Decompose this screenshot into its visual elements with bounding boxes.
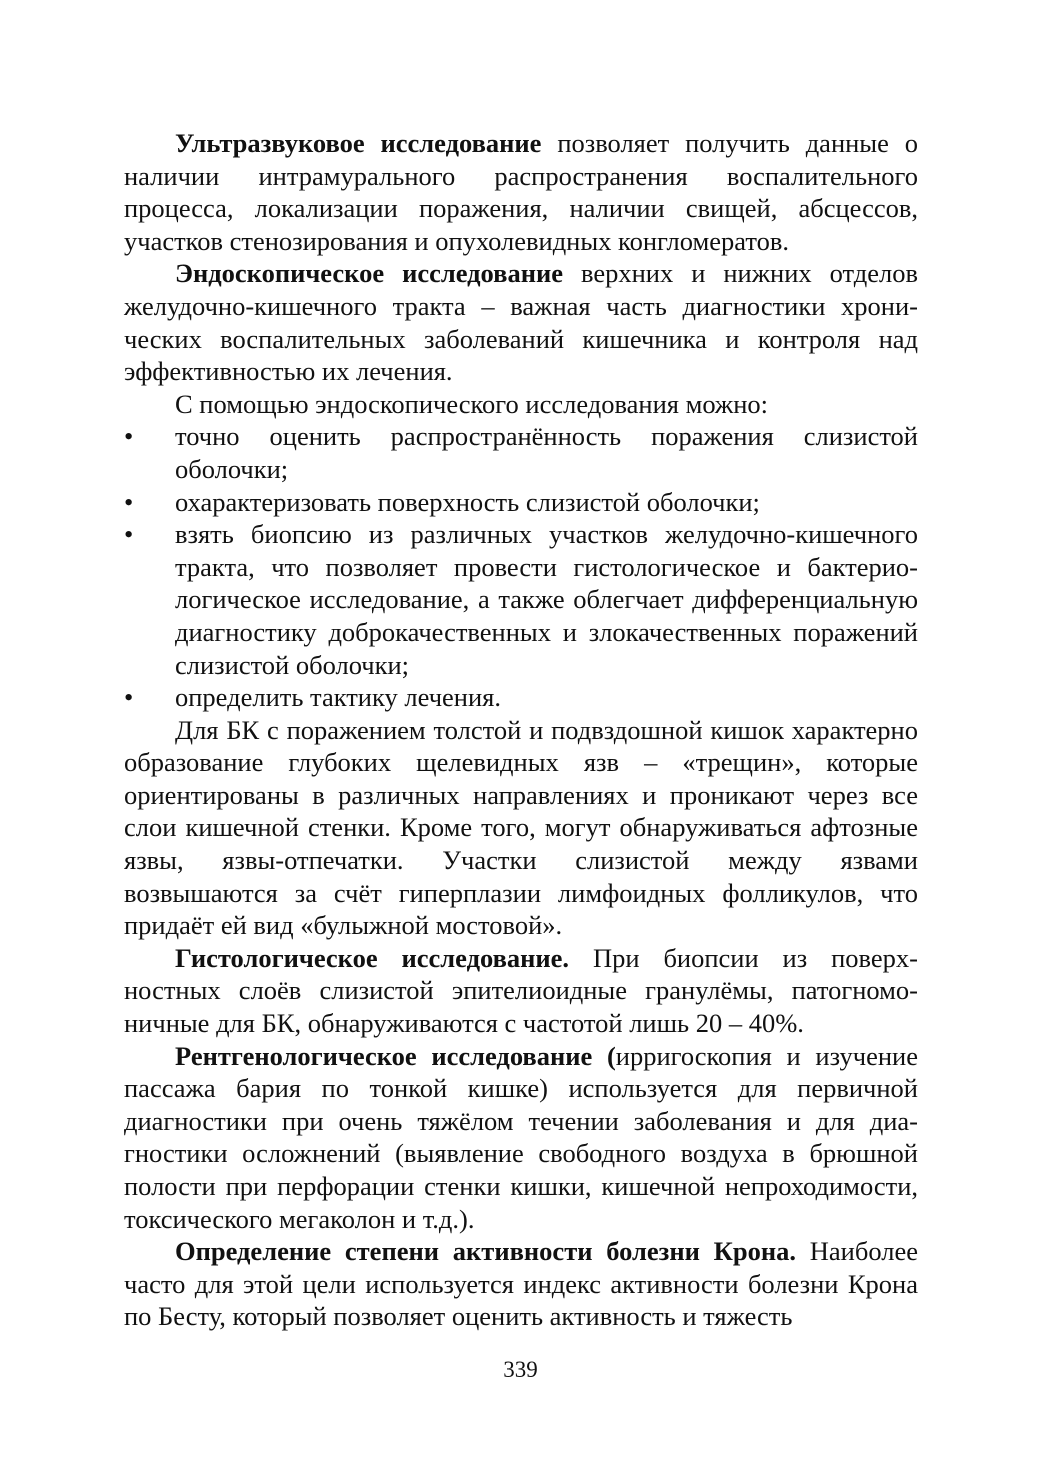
paragraph-radiology — [124, 1040, 918, 1236]
list-item-text: взять биопсию из различных участков желудочно-кишечного тракта, что позволяет провести гистологическое и бактериологическое исследование, а также облегчает дифференциальную диагностику доброкачественных и злокачественных поражений слизистой оболочки; — [175, 519, 918, 680]
paragraph-ultrasound — [124, 127, 918, 257]
paragraph-crohn-ulcers: Для БК с поражением толстой и подвздошной кишок характерно образование глубоких щелевидных язв – «трещин», которые ориентированы в различных направлениях и проникают через все слои кишечной стенки. Кроме того, могут обнаруживаться афтозные язвы, язвы-отпечатки. Участки слизистой между язвами возвышаются за счёт гиперплазии лимфоидных фолликулов, что придаёт ей вид «булыжной мостовой». — [124, 714, 918, 941]
term-ultrasound: Ультразвуковое исследование — [175, 128, 542, 158]
list-item — [124, 420, 918, 485]
page-number: 339 — [503, 1357, 538, 1382]
list-item — [124, 681, 918, 714]
paragraph-endoscopy — [124, 257, 918, 387]
paragraph-text: Наиболее часто для этой цели используется индекс активности болезни Крона по Бесту, который позволяет оценить активность и тяжесть — [124, 1236, 918, 1332]
bullet-icon: • — [124, 682, 134, 713]
paragraph-text: позволяет получить данные о наличии интрамурального распространения воспалительного процесса, локализации поражения, наличии свищей, абсцессов, участков стенозирования и опухолевидных конгломератов. — [124, 128, 919, 256]
bullet-icon: • — [124, 519, 134, 550]
term-activity-index: Определение степени активности болезни Крона. — [175, 1236, 796, 1267]
paragraph-endoscopy-intro: С помощью эндоскопического исследования можно: — [175, 388, 769, 419]
list-item-text: точно оценить распространённость поражения слизистой оболочки; — [175, 421, 918, 484]
term-endoscopy: Эндоскопическое исследование — [175, 258, 563, 289]
paragraph-text: ирригоскопия и изучение пассажа бария по тонкой кишке) используется для первичной диагностики при очень тяжёлом течении заболевания и для диагностики осложнений (выявление свободного воздуха в брюшной полости при перфорации стенки кишки, кишечной непроходимости, токсического мегаколон и т.д.). — [124, 1040, 918, 1234]
term-radiology: Рентгенологическое исследование ( — [175, 1040, 616, 1071]
paragraph-text: верхних и нижних отделов желудочно-кишечного тракта – важная часть диагностики хронических воспалительных заболеваний кишечника и контроля над эффективностью их лечения. — [124, 258, 918, 387]
page-body — [124, 127, 918, 1333]
list-item-text: охарактеризовать поверхность слизистой оболочки; — [175, 486, 760, 517]
paragraph-activity-index — [124, 1235, 918, 1333]
bullet-icon: • — [124, 486, 134, 517]
list-item — [124, 486, 918, 519]
term-histology: Гистологическое исследование. — [175, 942, 570, 973]
paragraph-text: При биопсии из поверхностных слоёв слизистой эпителиоидные гранулёмы, патогномоничные для БК, обнаруживаются с частотой лишь 20 – 40%. — [124, 942, 918, 1039]
bullet-icon: • — [124, 421, 134, 452]
endoscopy-capabilities-list — [124, 420, 918, 713]
paragraph-histology — [124, 942, 918, 1040]
list-item-text: определить тактику лечения. — [175, 682, 501, 713]
list-item — [124, 518, 918, 681]
